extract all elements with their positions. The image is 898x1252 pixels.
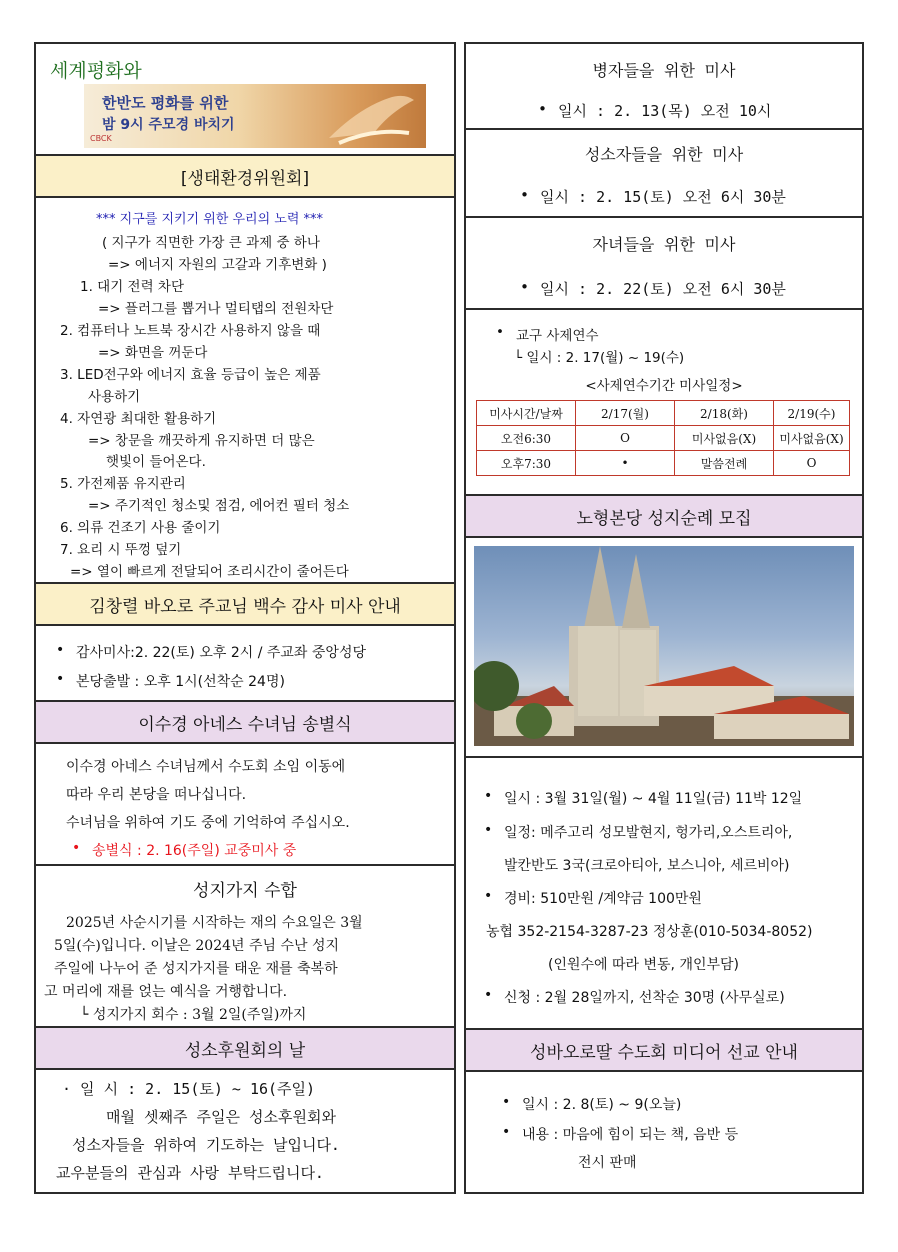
eco-line: => 열이 빠르게 전달되어 조리시간이 줄어든다 [70,564,349,580]
eco-line: 햇빛이 들어온다. [106,454,206,470]
farewell-section [34,742,456,866]
table-cell: 미사없음(X) [675,426,774,451]
eco-line: 6. 의류 건조기 사용 줄이기 [60,520,221,536]
banner-line1: 한반도 평화를 위한 [102,94,229,112]
eco-line: 3. LED전구와 에너지 효율 등급이 높은 제품 [60,367,321,383]
retreat-item: • 교구 사제연수 [516,324,599,344]
bishop-header: 김창렬 바오로 주교님 백수 감사 미사 안내 [34,582,456,626]
pilgrimage-header: 노형본당 성지순례 모집 [464,494,864,538]
eco-line: 4. 자연광 최대한 활용하기 [60,411,217,427]
eco-section [34,196,456,584]
eco-line: 2. 컴퓨터나 노트북 장시간 사용하지 않을 때 [60,323,321,339]
farewell-highlight: • 송별식 : 2. 16(주일) 교중미사 중 [92,840,296,860]
table-cell: • [576,451,675,476]
eco-line: => 에너지 자원의 고갈과 기후변화 ) [108,257,327,273]
mass-vocation-title: 성소자들을 위한 미사 [584,145,744,164]
peace-title: 세계평화와 [50,60,142,82]
bishop-item: • 감사미사:2. 22(토) 오후 2시 / 주교좌 중앙성당 [76,642,366,662]
palm-line: └ 성지가지 회수 : 3월 2일(주일)까지 [80,1007,307,1023]
palm-line: 고 머리에 재를 얹는 예식을 거행합니다. [44,984,288,1000]
eco-header: [생태환경위원회] [34,154,456,198]
pilgrimage-section [464,756,864,1030]
palm-line: 주일에 나누어 준 성지가지를 태운 재를 축복하 [54,961,338,977]
media-item-cont: 전시 판매 [578,1155,637,1171]
table-cell: 오전6:30 [477,426,576,451]
banner-logo: CBCK [90,134,112,143]
table-cell: 미사없음(X) [774,426,850,451]
media-item: • 일시 : 2. 8(토) ~ 9(오늘) [522,1094,681,1114]
mass-children-item: • 일시 : 2. 22(토) 오전 6시 30분 [540,278,786,299]
supporters-section [34,1068,456,1194]
media-item: • 내용 : 마음에 힘이 되는 책, 음반 등 [522,1124,738,1144]
media-section [464,1070,864,1194]
right-column [464,42,864,1194]
bishop-section [34,624,456,702]
table-cell: O [576,426,675,451]
praying-hands-icon [319,88,419,146]
eco-line: 7. 요리 시 뚜껑 덮기 [60,542,182,558]
retreat-schedule-table [476,400,850,476]
eco-line: => 플러그를 뽑거나 멀티탭의 전원차단 [98,301,334,317]
table-cell: O [774,451,850,476]
mass-children-section [464,216,864,310]
eco-line: *** 지구를 지키기 위한 우리의 노력 *** [96,212,324,227]
pilgrimage-item: • 신청 : 2월 28일까지, 선착순 30명 (사무실로) [504,987,785,1007]
pilgrimage-note: (인원수에 따라 변동, 개인부담) [548,957,740,973]
cathedral-photo [474,546,854,746]
eco-line: 1. 대기 전력 차단 [80,279,184,295]
mass-vocation-item: • 일시 : 2. 15(토) 오전 6시 30분 [540,186,786,207]
table-row [477,401,850,426]
mass-sick-section [464,42,864,130]
pilgrimage-account: 농협 352-2154-3287-23 정상훈(010-5034-8052) [486,924,813,940]
supporters-line: · 일 시 : 2. 15(토) ~ 16(주일) [62,1080,316,1098]
table-cell: 미사시간/날짜 [477,401,576,426]
palm-section [34,864,456,1028]
palm-title: 성지가지 수합 [193,881,297,901]
table-cell: 2/19(수) [774,401,850,426]
table-cell: 말씀전례 [675,451,774,476]
eco-line: => 화면을 꺼둔다 [98,345,208,361]
peace-banner [84,84,426,148]
eco-line: => 창문을 깨끗하게 유지하면 더 많은 [88,433,315,449]
pilgrimage-item: • 일시 : 3월 31일(월) ~ 4월 11일(금) 11박 12일 [504,788,802,808]
pilgrimage-item: • 경비: 510만원 /계약금 100만원 [504,888,702,908]
farewell-header: 이수경 아네스 수녀님 송별식 [34,700,456,744]
pilgrimage-photo-frame [464,536,864,758]
table-row [477,451,850,476]
supporters-line: 교우분들의 관심과 사랑 부탁드립니다. [56,1164,324,1182]
palm-line: 5일(수)입니다. 이날은 2024년 주님 수난 성지 [54,938,340,954]
mass-children-title: 자녀들을 위한 미사 [592,235,736,254]
retreat-table-title: <사제연수기간 미사일정> [585,378,743,394]
pilgrimage-item-cont: 발칸반도 3국(크로아티아, 보스니아, 세르비아) [504,858,790,874]
eco-line: => 주기적인 청소및 점검, 에어컨 필터 청소 [88,498,350,514]
table-row [477,426,850,451]
eco-line: 5. 가전제품 유지관리 [60,476,186,492]
mass-vocation-section [464,128,864,218]
eco-line: 사용하기 [88,389,141,405]
table-cell: 2/17(월) [576,401,675,426]
banner-line2: 밤 9시 주모경 바치기 [102,117,235,133]
peace-section [34,42,456,156]
farewell-line: 이수경 아네스 수녀님께서 수도회 소임 이동에 [66,759,346,775]
farewell-line: 따라 우리 본당을 떠나십니다. [66,787,247,803]
table-cell: 2/18(화) [675,401,774,426]
retreat-section [464,308,864,502]
eco-line: ( 지구가 직면한 가장 큰 과제 중 하나 [102,235,320,251]
pilgrimage-item: • 일정: 메주고리 성모발현지, 헝가리,오스트리아, [504,822,792,842]
left-column [34,42,456,1194]
mass-sick-item: • 일시 : 2. 13(목) 오전 10시 [558,100,771,121]
mass-sick-title: 병자들을 위한 미사 [592,61,736,80]
media-header: 성바오로딸 수도회 미디어 선교 안내 [464,1028,864,1072]
supporters-header: 성소후원회의 날 [34,1026,456,1070]
table-cell: 오후7:30 [477,451,576,476]
bishop-item: • 본당출발 : 오후 1시(선착순 24명) [76,671,285,691]
farewell-line: 수녀님을 위하여 기도 중에 기억하여 주십시오. [66,815,350,831]
supporters-line: 성소자들을 위하여 기도하는 날입니다. [72,1136,340,1154]
supporters-line: 매월 셋째주 주일은 성소후원회와 [106,1108,336,1126]
palm-line: 2025년 사순시기를 시작하는 재의 수요일은 3월 [66,915,363,931]
retreat-date: └ 일시 : 2. 17(월) ~ 19(수) [514,350,685,366]
